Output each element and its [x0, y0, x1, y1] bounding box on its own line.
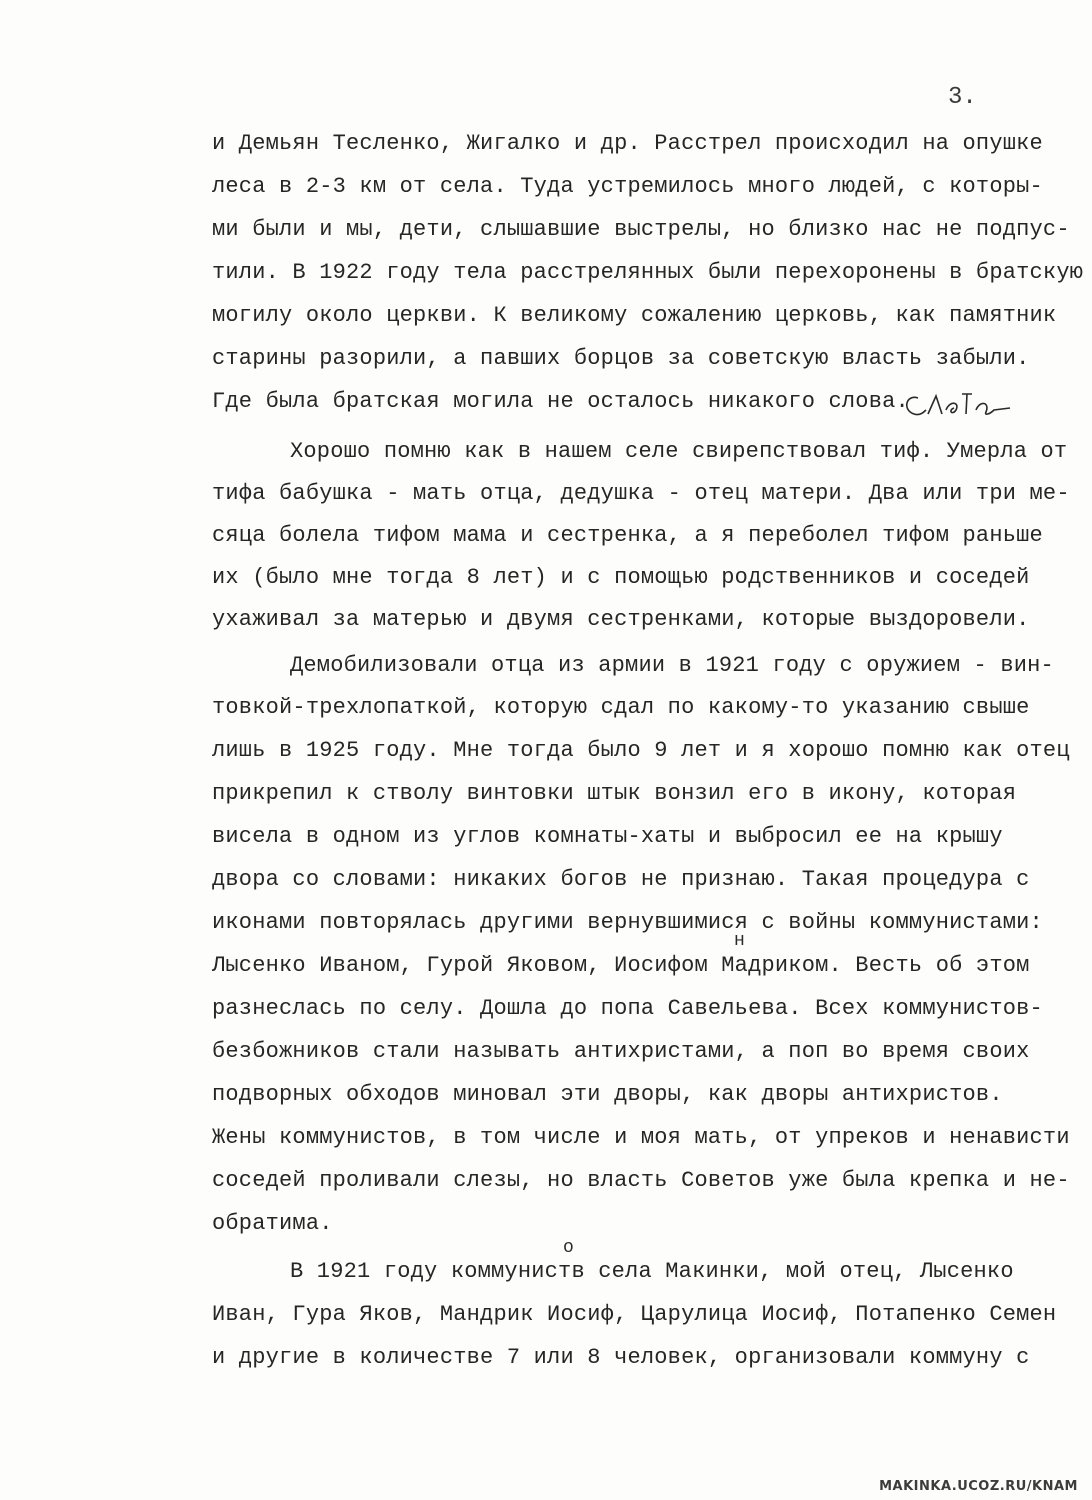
text-line: сяца болела тифом мама и сестренка, а я переболел тифом раньше [212, 523, 1043, 548]
page-number: 3. [948, 84, 977, 111]
text-line: двора со словами: никаких богов не признаю. Такая процедура с [212, 867, 1030, 892]
text-line: висела в одном из углов комнаты-хаты и выбросил ее на крышу [212, 824, 1003, 849]
text-line: ухаживал за матерью и двумя сестренками, которые выздоровели. [212, 607, 1030, 632]
text-line: Хорошо помню как в нашем селе свирепствовал тиф. Умерла от [290, 439, 1068, 464]
text-line: товкой-трехлопаткой, которую сдал по какому-то указанию свыше [212, 695, 1030, 720]
text-line: их (было мне тогда 8 лет) и с помощью родственников и соседей [212, 565, 1030, 590]
text-line: безбожников стали называть антихристами, а поп во время своих [212, 1039, 1030, 1064]
text-line: иконами повторялась другими вернувшимися с войны коммунистами: [212, 910, 1043, 935]
text-line: Иван, Гура Яков, Мандрик Иосиф, Царулица Иосиф, Потапенко Семен [212, 1302, 1057, 1327]
text-line: В 1921 году коммуниств села Макинки, мой отец, Лысенко [290, 1259, 1014, 1284]
text-line: Жены коммунистов, в том числе и моя мать, от упреков и ненависти [212, 1125, 1070, 1150]
text-line: тили. В 1922 году тела расстрелянных были перехоронены в братскую [212, 260, 1084, 285]
text-line: Демобилизовали отца из армии в 1921 году с оружием - вин- [290, 653, 1054, 678]
text-line: разнеслась по селу. Дошла до попа Савельева. Всех коммунистов- [212, 996, 1043, 1021]
text-line: и другие в количестве 7 или 8 человек, организовали коммуну с [212, 1345, 1030, 1370]
text-line: подворных обходов миновал эти дворы, как дворы антихристов. [212, 1082, 1003, 1107]
handwritten-insertion: о [563, 1238, 574, 1258]
text-line: леса в 2-3 км от села. Туда устремилось много людей, с которы- [212, 174, 1043, 199]
handwritten-annotation [898, 380, 1016, 430]
text-line: тифа бабушка - мать отца, дедушка - отец матери. Два или три ме- [212, 481, 1070, 506]
text-line: Лысенко Иваном, Гурой Яковом, Иосифом Мадриком. Весть об этом [212, 953, 1030, 978]
text-line: старины разорили, а павших борцов за советскую власть забыли. [212, 346, 1030, 371]
text-line: Где была братская могила не осталось никакого слова. [212, 389, 909, 414]
handwritten-scribble [898, 380, 1016, 430]
text-line: прикрепил к стволу винтовки штык вонзил его в икону, которая [212, 781, 1017, 806]
text-line: и Демьян Тесленко, Жигалко и др. Расстрел происходил на опушке [212, 131, 1043, 156]
text-line: обратима. [212, 1211, 333, 1236]
text-line: соседей проливали слезы, но власть Советов уже была крепка и не- [212, 1168, 1070, 1193]
text-line: могилу около церкви. К великому сожалению церковь, как памятник [212, 303, 1057, 328]
text-line: ми были и мы, дети, слышавшие выстрелы, но близко нас не подпус- [212, 217, 1070, 242]
text-line: лишь в 1925 году. Мне тогда было 9 лет и я хорошо помню как отец [212, 738, 1070, 763]
watermark: MAKINKA.UCOZ.RU/KNAM [879, 1479, 1078, 1494]
handwritten-insertion: н [734, 931, 745, 951]
